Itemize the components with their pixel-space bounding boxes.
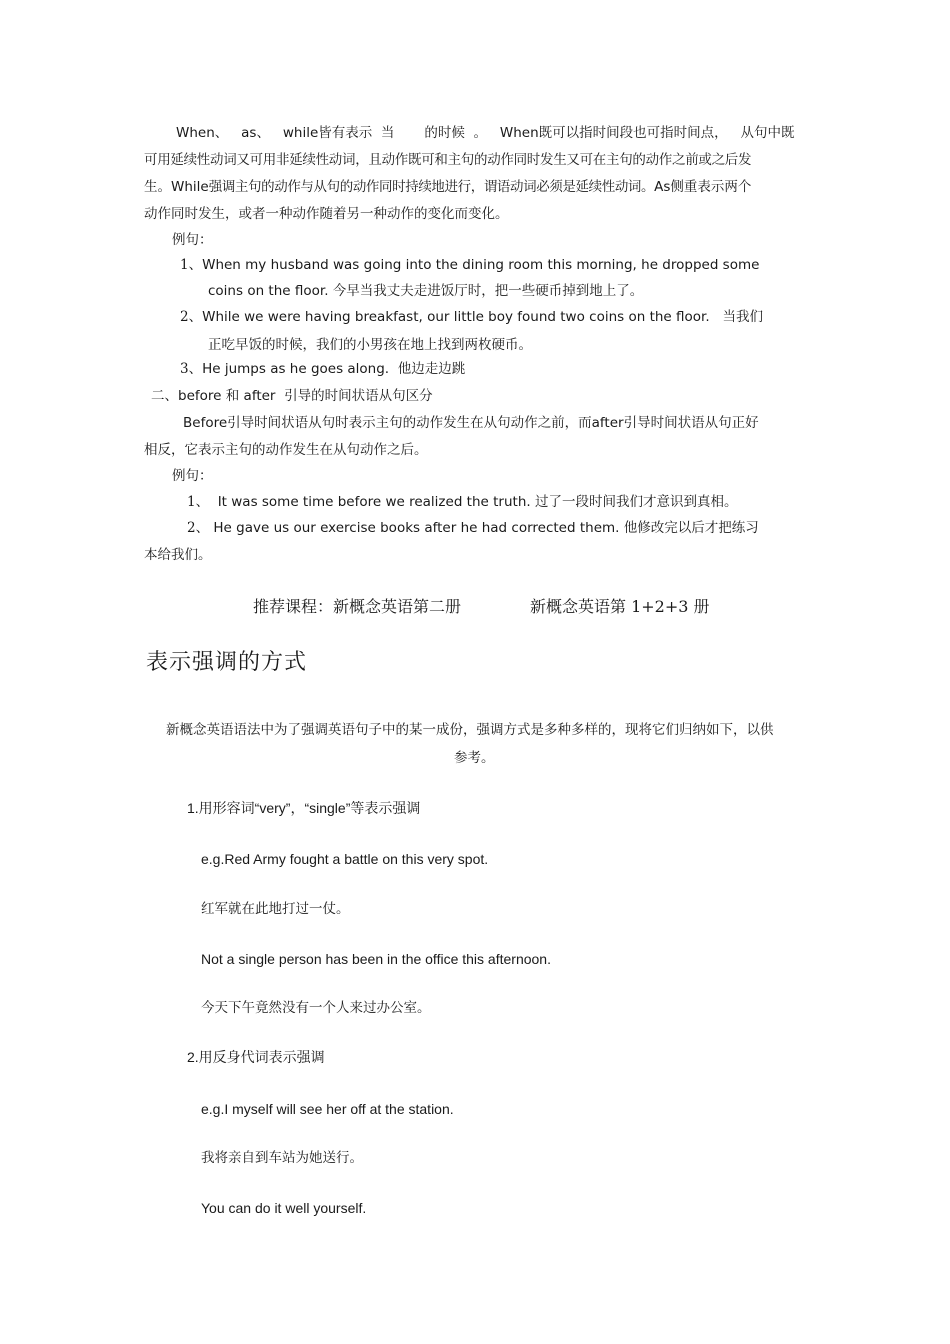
item-2-translation-1: 我将亲自到车站为她送行。 xyxy=(201,1150,363,1166)
para1-line2: 可用延续性动词又可用非延续性动词，且动作既可和主句的动作同时发生又可在主句的动作之前或之后发 xyxy=(144,152,752,168)
word-before: Before xyxy=(183,415,228,431)
english: coins on the floor. xyxy=(208,283,329,299)
word-while: while xyxy=(282,125,319,141)
word-after: after xyxy=(591,415,624,431)
item-2-example-2: You can do it well yourself. xyxy=(201,1200,367,1216)
text: 的时候 xyxy=(424,125,465,141)
item-1-title: 1.用形容词“very”，“single”等表示强调 xyxy=(187,800,421,816)
text: 既可以指时间段也可指时间点， xyxy=(538,125,728,141)
chinese: 他修改完以后才把练习 xyxy=(623,520,759,536)
text: 皆有表示 xyxy=(318,125,373,141)
text: 侧重表示两个 xyxy=(670,179,752,195)
text: 当 xyxy=(380,125,395,141)
number: 3、 xyxy=(180,361,203,377)
word-while: While xyxy=(171,179,209,195)
english: It was some time before we realized the truth. xyxy=(217,494,531,510)
section-2-heading xyxy=(151,386,433,406)
item-2-title: 2.用反身代词表示强调 xyxy=(187,1049,325,1065)
word-after: after xyxy=(243,388,276,404)
section-2-para-line1 xyxy=(183,413,759,433)
number: 二、 xyxy=(151,388,178,404)
word-as: as、 xyxy=(241,125,270,141)
text: 从句中既 xyxy=(740,125,795,141)
example-1-cont xyxy=(208,281,643,301)
number: 2、 xyxy=(180,309,203,325)
number: 1、 xyxy=(187,494,210,510)
english: While we were having breakfast, our little boy found two coins on the floor. xyxy=(202,309,710,325)
text: 强调主句的动作与从句的动作同时持续地进行，谓语动词必须是延续性动词。 xyxy=(208,179,655,195)
item-2-example-1: e.g.I myself will see her off at the station. xyxy=(201,1101,454,1117)
example-2-cont: 本给我们。 xyxy=(144,547,212,563)
chinese: 当我们 xyxy=(722,309,764,325)
example-1 xyxy=(180,255,759,275)
item-1-example-1: e.g.Red Army fought a battle on this very spot. xyxy=(201,851,489,867)
intro-line1: 新概念英语语法中为了强调英语句子中的某一成份，强调方式是多种多样的，现将它们归纳如下，以供 xyxy=(166,722,774,738)
intro-line2: 参考。 xyxy=(454,750,495,766)
chinese: 今早当我丈夫走进饭厅时，把一些硬币掉到地上了。 xyxy=(332,283,644,299)
text: 和 xyxy=(225,388,240,404)
examples-label: 例句： xyxy=(172,468,213,484)
para1-line3 xyxy=(144,177,751,197)
word-when: When、 xyxy=(176,125,229,141)
english: He gave us our exercise books after he had corrected them. xyxy=(213,520,620,536)
number: 1、 xyxy=(180,257,203,273)
example-1 xyxy=(187,492,737,512)
example-3 xyxy=(180,359,465,379)
chinese: 他边走边跳 xyxy=(397,361,466,377)
word-as: As xyxy=(654,179,671,195)
english: He jumps as he goes along. xyxy=(202,361,390,377)
page-title: 表示强调的方式 xyxy=(146,650,308,675)
text: 引导时间状语从句正好 xyxy=(623,415,759,431)
example-2-cont: 正吃早饭的时候，我们的小男孩在地上找到两枚硬币。 xyxy=(208,337,532,353)
text: 生。 xyxy=(144,179,171,195)
recommend-course-1: 推荐课程：新概念英语第二册 xyxy=(253,597,462,616)
para1-line1 xyxy=(176,123,795,143)
item-1-translation-2: 今天下午竟然没有一个人来过办公室。 xyxy=(201,1000,431,1016)
word-before: before xyxy=(178,388,222,404)
example-2 xyxy=(187,518,759,538)
word-when: When xyxy=(499,125,539,141)
item-1-example-2: Not a single person has been in the office this afternoon. xyxy=(201,951,551,967)
text: 。 xyxy=(473,125,487,141)
item-1-translation-1: 红军就在此地打过一仗。 xyxy=(201,901,350,917)
examples-label: 例句： xyxy=(172,232,213,248)
english: When my husband was going into the dining room this morning, he dropped some xyxy=(202,257,760,273)
text: 引导时间状语从句时表示主句的动作发生在从句动作之前，而 xyxy=(227,415,592,431)
section-2-para-line2: 相反，它表示主句的动作发生在从句动作之后。 xyxy=(144,442,428,458)
chinese: 过了一段时间我们才意识到真相。 xyxy=(534,494,738,510)
para1-line4: 动作同时发生，或者一种动作随着另一种动作的变化而变化。 xyxy=(144,206,509,222)
example-2 xyxy=(180,307,763,327)
recommend-course-2: 新概念英语第 1+2+3 册 xyxy=(530,597,710,616)
number: 2、 xyxy=(187,520,210,536)
text: 引导的时间状语从句区分 xyxy=(284,388,433,404)
